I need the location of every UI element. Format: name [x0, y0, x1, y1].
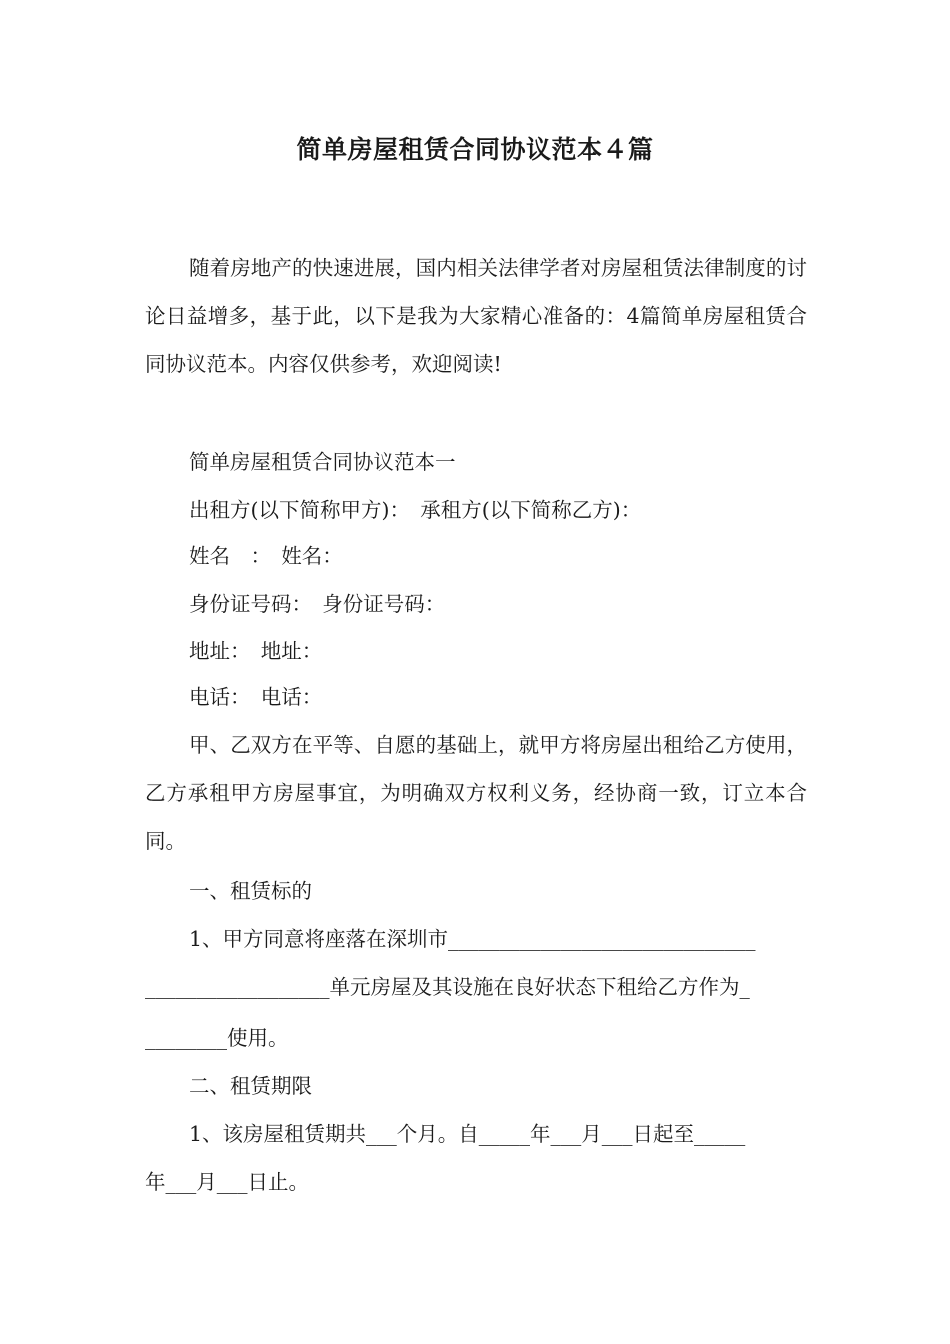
- clause-1-heading: 一、租赁标的: [189, 879, 312, 903]
- address-line: 地址： 地址：: [189, 639, 323, 663]
- document-title: 简单房屋租赁合同协议范本４篇: [296, 135, 654, 164]
- phone-line: 电话： 电话：: [189, 685, 323, 709]
- parties-line: 出租方(以下简称甲方)： 承租方(以下简称乙方)：: [189, 498, 642, 522]
- clause-2-line-2: 年___月___日止。: [145, 1170, 309, 1194]
- agreement-paragraph: 甲、乙双方在平等、自愿的基础上，就甲方将房屋出租给乙方使用，乙方承租甲方房屋事宜，为明确双方权利义务，经协商一致，订立本合同。: [145, 733, 807, 853]
- clause-1-line-1: 1、甲方同意将座落在深圳市______________________________: [189, 927, 756, 951]
- name-line: 姓名 ： 姓名：: [189, 544, 343, 568]
- clause-1-line-3: ________使用。: [145, 1026, 289, 1050]
- clause-1-line-2: __________________单元房屋及其设施在良好状态下租给乙方作为_: [145, 975, 750, 999]
- clause-2-heading: 二、租赁期限: [189, 1074, 312, 1098]
- intro-paragraph: 随着房地产的快速进展，国内相关法律学者对房屋租赁法律制度的讨论日益增多，基于此，以下是我为大家精心准备的：4篇简单房屋租赁合同协议范本。内容仅供参考，欢迎阅读!: [145, 256, 807, 376]
- id-number-line: 身份证号码： 身份证号码：: [189, 592, 446, 616]
- section-heading: 简单房屋租赁合同协议范本一: [189, 450, 456, 474]
- clause-2-line-1: 1、该房屋租赁期共___个月。自_____年___月___日起至_____: [189, 1122, 746, 1146]
